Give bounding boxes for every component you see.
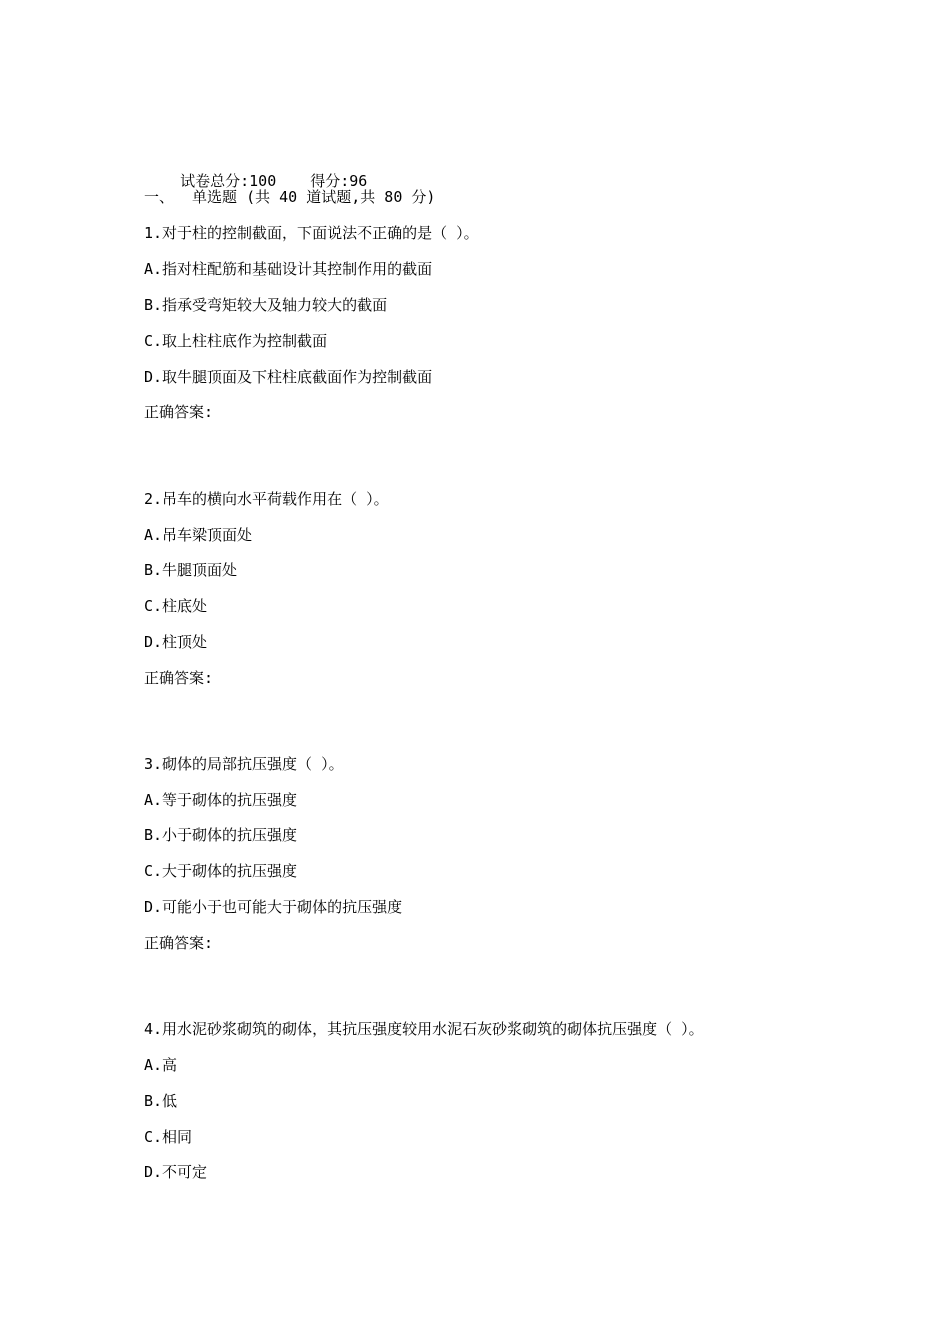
question-2-option-d: D.柱顶处 [144,633,208,651]
question-1-stem: 1.对于柱的控制截面，下面说法不正确的是（ ）。 [144,224,479,242]
question-3-option-c: C.大于砌体的抗压强度 [144,862,298,880]
total-score: 试卷总分:100 [180,172,277,190]
obtained-score: 得分:96 [310,172,368,190]
question-3-answer-label: 正确答案: [144,934,214,952]
section-title: 一、 单选题 (共 40 道试题,共 80 分) [144,188,436,206]
question-4-option-a: A.高 [144,1056,178,1074]
question-4-option-c: C.相同 [144,1128,193,1146]
question-4-option-d: D.不可定 [144,1163,208,1181]
question-2-stem: 2.吊车的横向水平荷载作用在（ ）。 [144,490,389,508]
question-3-option-a: A.等于砌体的抗压强度 [144,791,298,809]
question-1-option-c: C.取上柱柱底作为控制截面 [144,332,328,350]
question-2-answer-label: 正确答案: [144,669,214,687]
question-1-option-d: D.取牛腿顶面及下柱柱底截面作为控制截面 [144,368,433,386]
question-2-option-b: B.牛腿顶面处 [144,561,238,579]
question-3-stem: 3.砌体的局部抗压强度（ ）。 [144,755,344,773]
question-3-option-b: B.小于砌体的抗压强度 [144,826,298,844]
question-1-option-a: A.指对柱配筋和基础设计其控制作用的截面 [144,260,433,278]
question-1-option-b: B.指承受弯矩较大及轴力较大的截面 [144,296,388,314]
question-4-option-b: B.低 [144,1092,178,1110]
question-4-stem: 4.用水泥砂浆砌筑的砌体，其抗压强度较用水泥石灰砂浆砌筑的砌体抗压强度（ ）。 [144,1020,704,1038]
question-2-option-c: C.柱底处 [144,597,208,615]
question-3-option-d: D.可能小于也可能大于砌体的抗压强度 [144,898,403,916]
question-1-answer-label: 正确答案: [144,403,214,421]
question-2-option-a: A.吊车梁顶面处 [144,526,253,544]
